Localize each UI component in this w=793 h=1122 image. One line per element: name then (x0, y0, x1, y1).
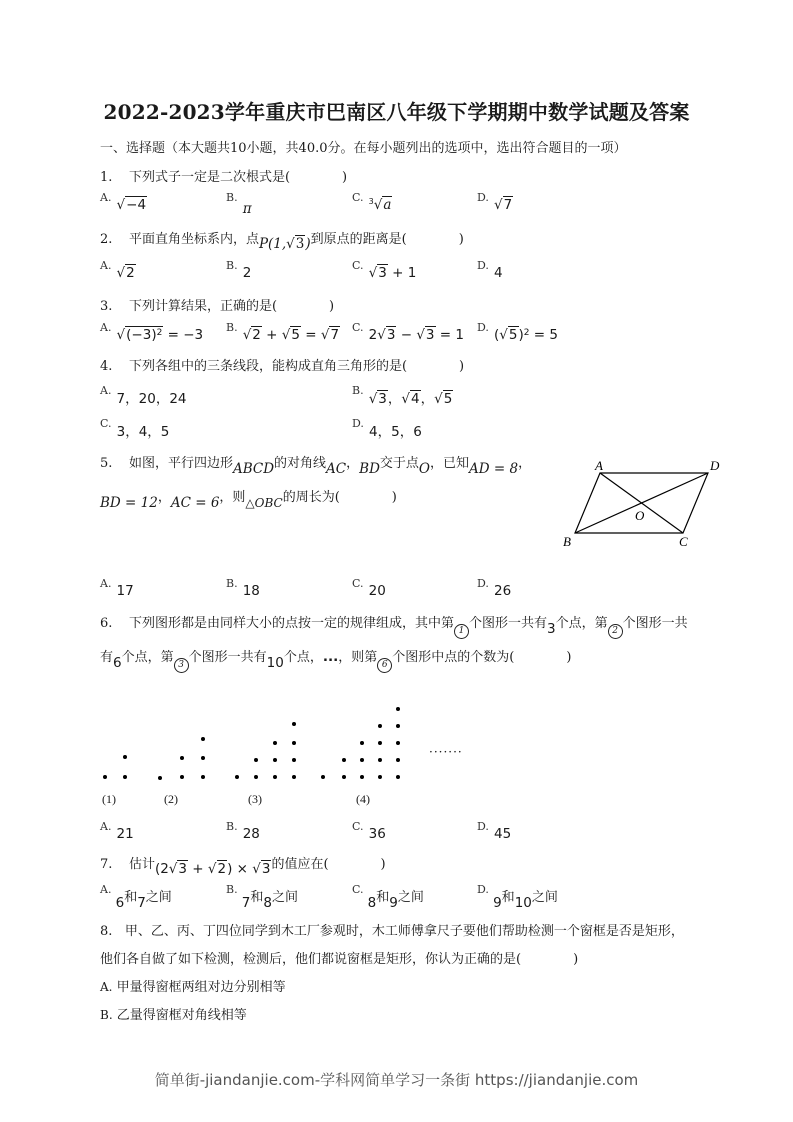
question-text: 个点， (283, 650, 323, 665)
question-text: ，则 (219, 490, 246, 505)
option-value: 9 (493, 895, 502, 911)
question-6-stem-line1 (100, 612, 688, 637)
math-bd-eq: BD = 12 (100, 495, 158, 511)
question-6-option-d[interactable] (477, 820, 512, 842)
question-number: 6. (100, 616, 113, 631)
option-value: 10 (514, 895, 532, 911)
vertex-label-o: O (635, 508, 645, 523)
option-value: 4，5，6 (369, 424, 422, 440)
question-text: 个点，第 (121, 650, 174, 665)
question-number: 5. (100, 456, 113, 471)
question-4-stem (100, 355, 464, 374)
question-2-option-d[interactable] (477, 259, 503, 281)
option-value: 7 (241, 895, 251, 911)
math-ad-eq: AD = 8 (469, 461, 519, 477)
question-text: 个图形一共有 (468, 616, 547, 631)
option-value: 20 (368, 583, 386, 599)
option-value: π (242, 201, 252, 217)
dot (292, 722, 296, 726)
option-value: 21 (116, 826, 134, 842)
vertex-label-d: D (710, 458, 720, 473)
answer-blank-close: ) (566, 650, 572, 665)
dot (201, 756, 205, 760)
question-4-option-d[interactable] (352, 417, 422, 440)
question-text: 的对角线 (274, 456, 327, 471)
question-7-option-a[interactable] (100, 883, 172, 911)
question-text: 估计 (128, 857, 155, 872)
dot (103, 775, 107, 779)
question-4-option-c[interactable] (100, 417, 170, 440)
question-7-stem (100, 853, 386, 877)
option-label: A. (100, 259, 112, 272)
option-label: B. (352, 384, 364, 397)
option-value: 28 (242, 826, 260, 842)
question-text: ， (518, 456, 532, 471)
option-value: $(√5)^2 = 5$ (494, 327, 558, 343)
option-value: 4 (494, 265, 503, 281)
question-4-option-b[interactable] (352, 384, 453, 407)
question-text: ，则第 (338, 650, 378, 665)
figure-label-2: (2) (164, 792, 178, 806)
option-label: A. (100, 980, 113, 994)
dot (378, 758, 382, 762)
dot (360, 741, 364, 745)
question-text: 个图形一共有 (188, 650, 267, 665)
parallelogram-figure (555, 455, 735, 555)
dot (292, 758, 296, 762)
option-text: 乙量得窗框对角线相等 (116, 1008, 247, 1023)
circled-number-icon: 1 (454, 624, 469, 639)
option-text: 之间 (397, 890, 424, 905)
question-number: 8. (100, 924, 113, 939)
option-value: √2 (116, 265, 135, 281)
option-value: √3 + 1 (368, 265, 417, 281)
option-text: 和 (376, 890, 390, 905)
question-5-stem-line2 (100, 486, 397, 511)
question-text: ， (157, 490, 171, 505)
dot (360, 758, 364, 762)
option-label: D. (477, 259, 489, 272)
option-value: 8 (263, 895, 272, 911)
question-3-option-c[interactable] (352, 321, 464, 343)
dot (378, 741, 382, 745)
figure-label-3: (3) (248, 792, 262, 806)
question-3-option-b[interactable] (226, 321, 340, 343)
option-value: 7，20，24 (116, 391, 187, 407)
expression-math: (2√3 + √2) × √3 (154, 861, 271, 877)
option-label: B. (226, 259, 238, 272)
circled-number-icon: 3 (174, 658, 189, 673)
option-label: C. (100, 417, 112, 430)
option-text: 甲量得窗框两组对边分别相等 (116, 980, 286, 995)
footer-watermark: 简单街-jiandanjie.com-学科网简单学习一条街 https://jiandanjie.com (154, 1071, 639, 1089)
option-label: A. (100, 321, 112, 334)
question-text: ，已知 (430, 456, 470, 471)
dot (180, 756, 184, 760)
count-value: 3 (546, 621, 556, 637)
option-label: D. (477, 321, 489, 334)
dot (201, 737, 205, 741)
question-7-option-d[interactable] (477, 883, 558, 911)
question-1-option-a[interactable] (100, 191, 147, 213)
dot (158, 776, 162, 780)
dot (360, 775, 364, 779)
question-text: 平面直角坐标系内，点 (128, 232, 259, 247)
option-label: C. (352, 259, 364, 272)
math-abcd: ABCD (232, 461, 275, 477)
question-8-stem-line1 (100, 920, 684, 939)
dot (396, 724, 400, 728)
question-text: 下列各组中的三条线段，能构成直角三角形的是( (128, 359, 408, 374)
option-label: D. (352, 417, 364, 430)
question-text: 下列计算结果，正确的是( (128, 299, 278, 314)
option-value: 8 (367, 895, 377, 911)
option-value: 36 (368, 826, 386, 842)
option-label: C. (352, 321, 364, 334)
option-text: 之间 (271, 890, 298, 905)
dot (321, 775, 325, 779)
question-text: 个点，第 (555, 616, 608, 631)
option-value: 45 (494, 826, 512, 842)
option-value: 2√3 − √3 = 1 (368, 327, 464, 343)
section-heading: 一、选择题（本大题共10小题，共40.0分。在每小题列出的选项中，选出符合题目的一项） (100, 141, 627, 156)
option-label: D. (477, 820, 489, 833)
dot (342, 758, 346, 762)
math-o: O (418, 461, 430, 477)
question-text: 的周长为( (282, 490, 340, 505)
option-label: C. (352, 191, 364, 204)
option-label: C. (352, 883, 364, 896)
option-value: 6 (115, 895, 125, 911)
question-text: 他们各自做了如下检测，检测后，他们都说窗框是矩形，你认为正确的是( (100, 952, 522, 967)
math-triangle-obc: △OBC (245, 496, 283, 510)
question-text: 到原点的距离是( (310, 232, 407, 247)
option-label: D. (477, 191, 489, 204)
option-label: A. (100, 191, 112, 204)
question-8-stem-line2 (100, 948, 578, 967)
answer-blank-close: ) (458, 232, 464, 247)
answer-blank-close: ) (342, 170, 348, 185)
question-text: 甲、乙、丙、丁四位同学到木工厂参观时，木工师傅拿尺子要他们帮助检测一个窗框是否是矩形， (124, 924, 684, 939)
question-text: 的值应在( (271, 857, 329, 872)
option-label: D. (477, 883, 489, 896)
question-number: 3. (100, 299, 113, 314)
option-value: 2 (242, 265, 252, 281)
question-number: 7. (100, 857, 113, 872)
question-8-option-b[interactable] (100, 1004, 247, 1023)
option-value: 18 (242, 583, 260, 599)
dot (254, 758, 258, 762)
question-text: 如图，平行四边形 (128, 456, 233, 471)
question-7-option-b[interactable] (226, 883, 298, 911)
math-ac-eq: AC = 6 (170, 495, 220, 511)
option-label: B. (226, 820, 238, 833)
point-p-expression: P(1,√3) (258, 236, 311, 252)
dot (123, 775, 127, 779)
answer-blank-close: ) (459, 359, 465, 374)
option-label: B. (100, 1008, 113, 1022)
dot (396, 775, 400, 779)
question-text: 交于点 (379, 456, 419, 471)
option-value: 9 (389, 895, 398, 911)
question-3-option-a[interactable] (100, 321, 204, 343)
question-6-option-a[interactable] (100, 820, 134, 842)
option-text: 之间 (145, 890, 172, 905)
question-text: 下列图形都是由同样大小的点按一定的规律组成，其中第 (128, 616, 454, 631)
question-6-option-b[interactable] (226, 820, 260, 842)
answer-blank-close: ) (329, 299, 335, 314)
option-text: 和 (501, 890, 515, 905)
option-value: 3，4，5 (116, 424, 170, 440)
answer-blank-close: ) (380, 857, 386, 872)
ellipsis-text: ... (322, 649, 339, 665)
option-label: C. (352, 577, 364, 590)
question-6-option-c[interactable] (352, 820, 386, 842)
question-6-stem-line2 (100, 646, 572, 671)
question-number: 2. (100, 232, 113, 247)
dot (396, 707, 400, 711)
dot (292, 741, 296, 745)
option-value: √2 + √5 = √7 (242, 327, 340, 343)
option-value: √7 (494, 197, 513, 213)
figure-continuation-ellipsis: ······· (429, 745, 463, 759)
circled-number-icon: 2 (608, 624, 623, 639)
question-2-option-c[interactable] (352, 259, 417, 281)
question-5-option-d[interactable] (477, 577, 512, 599)
question-1-option-c[interactable] (352, 191, 392, 213)
option-value: √3，√4，√5 (368, 391, 453, 407)
dot (273, 775, 277, 779)
option-label: B. (226, 883, 238, 896)
option-label: B. (226, 191, 238, 204)
dot (254, 775, 258, 779)
option-label: B. (226, 321, 238, 334)
vertex-label-a: A (595, 458, 603, 473)
dot (378, 724, 382, 728)
question-text: 有 (100, 650, 114, 665)
option-label: D. (477, 577, 489, 590)
option-label: B. (226, 577, 238, 590)
math-bd: BD (359, 461, 380, 477)
answer-blank-close: ) (391, 490, 397, 505)
dot (235, 775, 239, 779)
option-value: 17 (116, 583, 134, 599)
option-label: A. (100, 883, 112, 896)
question-5-option-b[interactable] (226, 577, 260, 599)
option-label: A. (100, 820, 112, 833)
question-7-option-c[interactable] (352, 883, 424, 911)
count-value: 6 (113, 655, 122, 671)
vertex-label-c: C (679, 534, 688, 549)
option-text: 和 (250, 890, 264, 905)
question-4-option-a[interactable] (100, 384, 187, 407)
question-2-option-a[interactable] (100, 259, 136, 281)
option-value: √−4 (116, 197, 147, 213)
question-text: 个图形中点的个数为( (392, 650, 515, 665)
page-title: 2022-2023学年重庆市巴南区八年级下学期期中数学试题及答案 (103, 100, 690, 124)
dot (201, 775, 205, 779)
dot (180, 775, 184, 779)
dot (396, 741, 400, 745)
figure-label-1: (1) (102, 792, 116, 806)
question-2-option-b[interactable] (226, 259, 252, 281)
answer-blank-close: ) (573, 952, 579, 967)
dot (273, 758, 277, 762)
option-label: C. (352, 820, 364, 833)
option-label: A. (100, 384, 112, 397)
option-label: A. (100, 577, 112, 590)
question-number: 1. (100, 170, 113, 185)
option-value: 7 (137, 895, 146, 911)
question-3-stem (100, 295, 334, 314)
dot (342, 775, 346, 779)
question-5-option-c[interactable] (352, 577, 386, 599)
question-text: 个图形一共 (622, 616, 688, 631)
figure-label-4: (4) (356, 792, 370, 806)
vertex-label-b: B (563, 534, 571, 549)
dot (396, 758, 400, 762)
dot (123, 755, 127, 759)
question-5-option-a[interactable] (100, 577, 134, 599)
option-text: 和 (124, 890, 138, 905)
question-3-option-d[interactable] (477, 321, 558, 343)
dot (273, 741, 277, 745)
question-text: 下列式子一定是二次根式是( (128, 170, 291, 185)
option-value: $√(-3)^2 = -3$ (116, 327, 204, 343)
question-1-option-b[interactable] (226, 191, 252, 217)
question-number: 4. (100, 359, 113, 374)
question-1-stem (100, 166, 347, 185)
question-2-stem (100, 228, 464, 252)
circled-number-icon: 6 (377, 658, 392, 673)
question-text: ， (346, 456, 360, 471)
dot (292, 775, 296, 779)
count-value: 10 (266, 655, 284, 671)
option-value: 26 (494, 583, 512, 599)
question-1-option-d[interactable] (477, 191, 513, 213)
question-5-stem-line1 (100, 452, 532, 477)
question-8-option-a[interactable] (100, 976, 286, 995)
math-ac: AC (326, 461, 347, 477)
option-text: 之间 (531, 890, 558, 905)
option-value: $^3$√a (368, 197, 392, 213)
dot (378, 775, 382, 779)
